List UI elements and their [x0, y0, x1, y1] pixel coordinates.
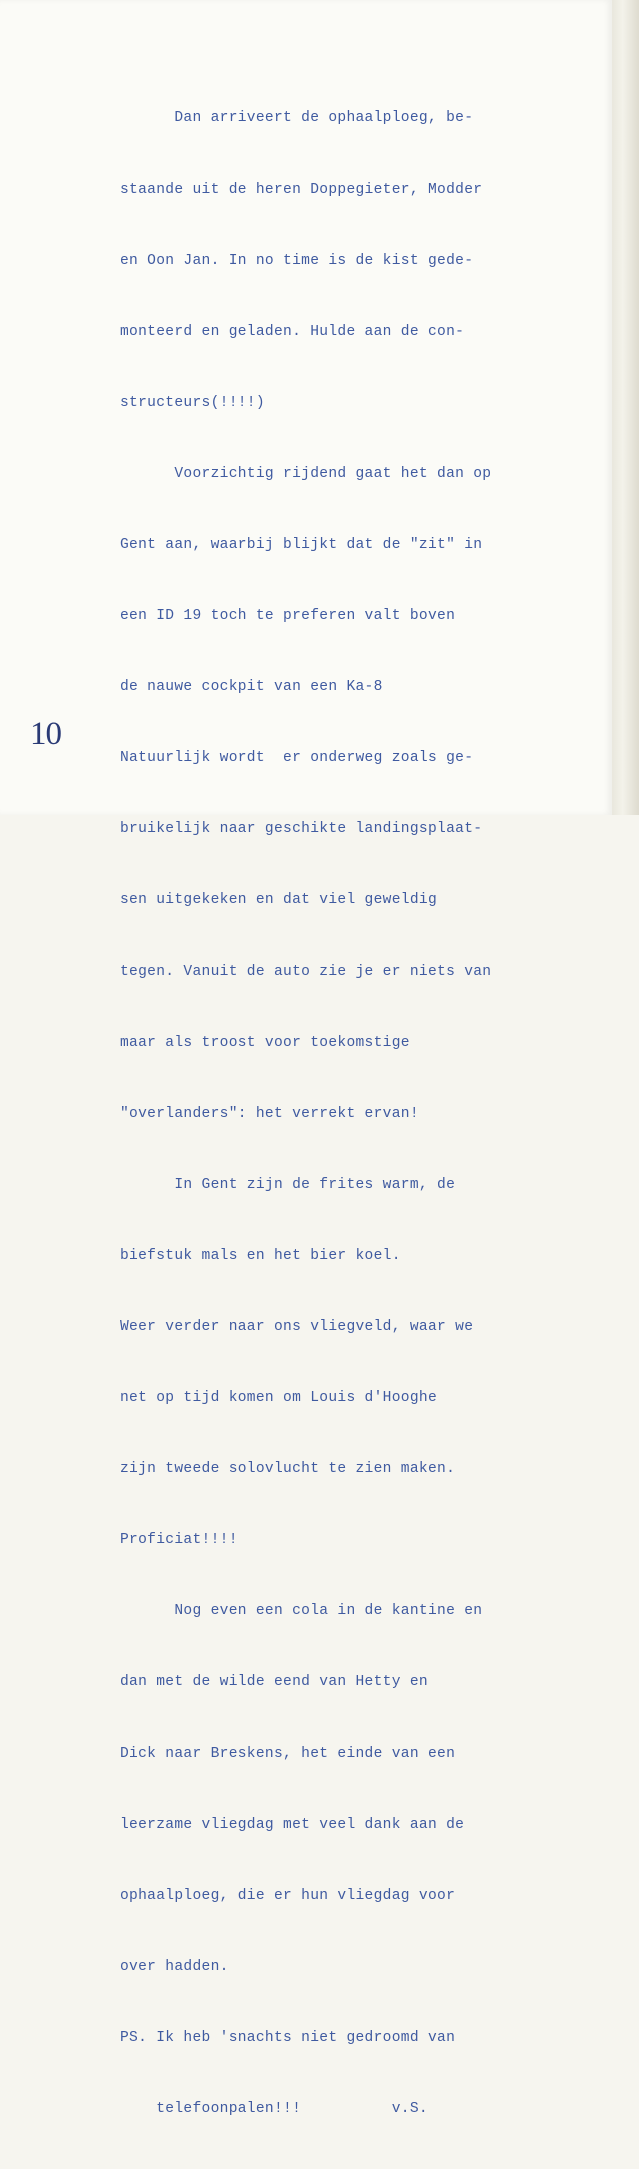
text-line: telefoonpalen!!! v.S. [120, 2101, 428, 2118]
text-line: In Gent zijn de frites warm, de [120, 1176, 456, 1193]
text-line: over hadden. [120, 1958, 229, 1975]
text-line: ophaalploeg, die er hun vliegdag voor [120, 1887, 456, 1904]
text-line: de nauwe cockpit van een Ka-8 [120, 679, 383, 696]
text-line: Natuurlijk wordt er onderweg zoals ge- [120, 750, 474, 767]
text-line: net op tijd komen om Louis d'Hooghe [120, 1390, 438, 1407]
body-text [120, 60, 540, 2169]
text-line: maar als troost voor toekomstige [120, 1034, 410, 1051]
page-number: 10 [30, 716, 61, 752]
text-line: zijn tweede solovlucht te zien maken. [120, 1461, 456, 1478]
text-line: "overlanders": het verrekt ervan! [120, 1105, 419, 1122]
text-line: Dick naar Breskens, het einde van een [120, 1745, 456, 1762]
text-line: tegen. Vanuit de auto zie je er niets van [120, 963, 492, 980]
text-line: biefstuk mals en het bier koel. [120, 1247, 401, 1264]
text-line: bruikelijk naar geschikte landingsplaat- [120, 821, 483, 838]
text-line: structeurs(!!!!) [120, 394, 265, 411]
text-line: sen uitgekeken en dat viel geweldig [120, 892, 438, 909]
text-line: staande uit de heren Doppegieter, Modder [120, 181, 483, 198]
text-line: monteerd en geladen. Hulde aan de con- [120, 323, 465, 340]
text-line: Weer verder naar ons vliegveld, waar we [120, 1319, 474, 1335]
text-line: Proficiat!!!! [120, 1532, 238, 1549]
text-line: een ID 19 toch te preferen valt boven [120, 608, 456, 625]
text-line: en Oon Jan. In no time is de kist gede- [120, 252, 474, 269]
text-line: dan met de wilde eend van Hetty en [120, 1674, 428, 1691]
text-line: Nog even een cola in de kantine en [120, 1603, 483, 1620]
text-line: Gent aan, waarbij blijkt dat de "zit" in [120, 536, 483, 553]
text-line: Voorzichtig rijdend gaat het dan op [120, 465, 492, 482]
text-line: PS. Ik heb 'snachts niet gedroomd van [120, 2029, 456, 2046]
page-edge [612, 0, 639, 815]
text-line: leerzame vliegdag met veel dank aan de [120, 1816, 465, 1833]
text-line: Dan arriveert de ophaalploeg, be- [120, 110, 474, 127]
